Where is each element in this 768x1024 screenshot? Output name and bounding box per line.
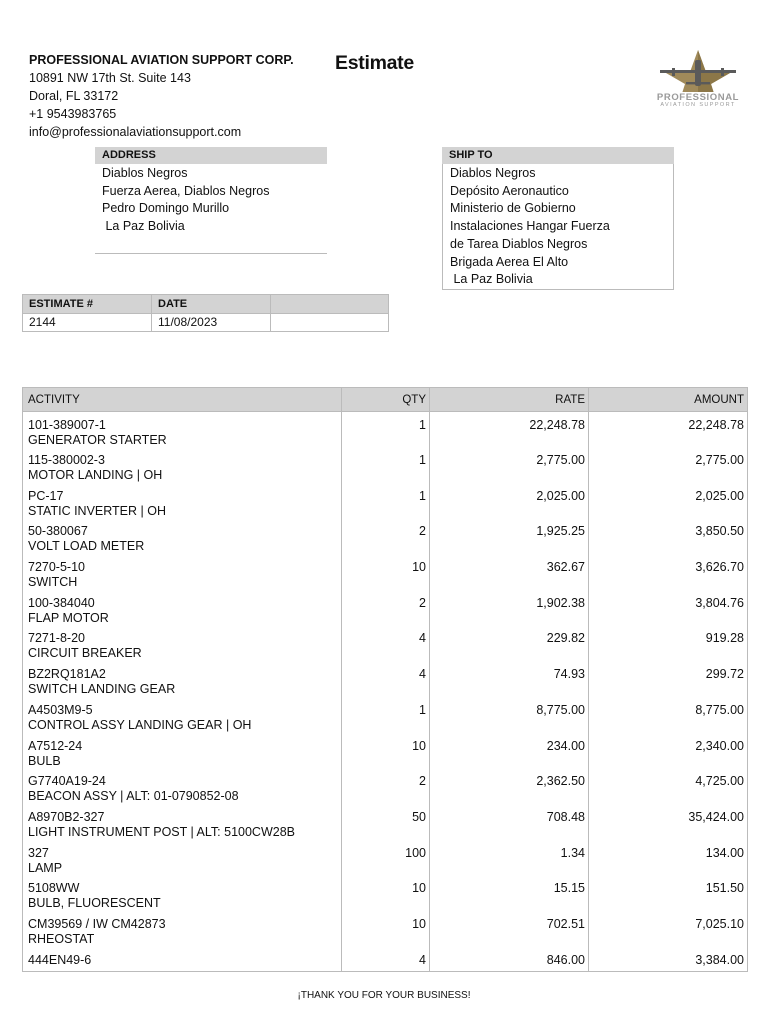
ship-to-line: La Paz Bolivia xyxy=(450,272,533,287)
amount-cell: 919.28 xyxy=(589,626,748,662)
estimate-number: 2144 xyxy=(23,313,152,332)
table-row xyxy=(23,484,748,520)
amount-cell: 2,775.00 xyxy=(589,448,748,484)
ship-to-line: Instalaciones Hangar Fuerza xyxy=(450,219,610,234)
column-header-amount: AMOUNT xyxy=(589,388,748,412)
rate-cell: 2,775.00 xyxy=(430,448,589,484)
amount-cell: 3,384.00 xyxy=(589,948,748,972)
ship-to-line: Depósito Aeronautico xyxy=(450,183,569,198)
item-description: BEACON ASSY | ALT: 01-0790852-08 xyxy=(28,789,239,804)
activity-cell xyxy=(23,769,342,805)
logo-text-primary: PROFESSIONAL xyxy=(656,92,740,103)
empty-cell xyxy=(271,313,389,332)
rate-cell: 702.51 xyxy=(430,912,589,948)
activity-cell xyxy=(23,912,342,948)
amount-cell: 3,626.70 xyxy=(589,555,748,591)
item-description: SWITCH LANDING GEAR xyxy=(28,682,176,697)
rate-cell: 8,775.00 xyxy=(430,698,589,734)
activity-cell xyxy=(23,805,342,841)
amount-cell: 8,775.00 xyxy=(589,698,748,734)
ship-to-line: Diablos Negros xyxy=(450,166,536,180)
table-row xyxy=(23,912,748,948)
part-number: 444EN49-6 xyxy=(28,952,92,967)
table-row xyxy=(23,948,748,972)
amount-cell: 3,804.76 xyxy=(589,591,748,627)
qty-cell: 1 xyxy=(342,448,430,484)
table-row xyxy=(23,841,748,877)
table-row xyxy=(23,769,748,805)
company-address-line1: 10891 NW 17th St. Suite 143 xyxy=(29,71,191,85)
qty-cell: 10 xyxy=(342,555,430,591)
item-description: VOLT LOAD METER xyxy=(28,539,145,554)
ship-to-header: SHIP TO xyxy=(442,147,674,164)
part-number: 7271-8-20 xyxy=(28,631,85,646)
part-number: 7270-5-10 xyxy=(28,560,85,575)
qty-cell: 2 xyxy=(342,769,430,805)
amount-cell: 3,850.50 xyxy=(589,519,748,555)
activity-cell xyxy=(23,484,342,520)
column-header-qty: QTY xyxy=(342,388,430,412)
table-row xyxy=(23,626,748,662)
qty-cell: 10 xyxy=(342,912,430,948)
item-description: BULB xyxy=(28,753,61,768)
rate-cell: 1,902.38 xyxy=(430,591,589,627)
part-number: G7740A19-24 xyxy=(28,774,106,789)
company-email: info@professionalaviationsupport.com xyxy=(29,125,242,139)
address-line: Pedro Domingo Murillo xyxy=(102,201,230,216)
item-description: STATIC INVERTER | OH xyxy=(28,503,166,518)
column-header-activity: ACTIVITY xyxy=(23,388,342,412)
qty-cell: 1 xyxy=(342,484,430,520)
table-row xyxy=(23,448,748,484)
qty-cell: 1 xyxy=(342,698,430,734)
table-row xyxy=(23,734,748,770)
activity-cell xyxy=(23,662,342,698)
ship-to-line: Ministerio de Gobierno xyxy=(450,201,576,216)
estimate-number-label: ESTIMATE # xyxy=(23,295,152,314)
qty-cell: 50 xyxy=(342,805,430,841)
amount-cell: 299.72 xyxy=(589,662,748,698)
document-title: Estimate xyxy=(335,52,414,74)
activity-cell xyxy=(23,412,342,449)
table-row xyxy=(23,555,748,591)
activity-cell xyxy=(23,626,342,662)
rate-cell: 15.15 xyxy=(430,876,589,912)
amount-cell: 2,340.00 xyxy=(589,734,748,770)
qty-cell: 2 xyxy=(342,519,430,555)
address-line: Fuerza Aerea, Diablos Negros xyxy=(102,183,270,198)
rate-cell: 1,925.25 xyxy=(430,519,589,555)
part-number: 50-380067 xyxy=(28,524,88,539)
qty-cell: 10 xyxy=(342,876,430,912)
company-phone: +1 9543983765 xyxy=(29,107,117,121)
activity-cell xyxy=(23,448,342,484)
item-description: LIGHT INSTRUMENT POST | ALT: 5100CW28B xyxy=(28,824,295,839)
rate-cell: 229.82 xyxy=(430,626,589,662)
estimate-date: 11/08/2023 xyxy=(152,313,271,332)
activity-cell xyxy=(23,555,342,591)
table-row xyxy=(23,698,748,734)
activity-cell xyxy=(23,948,342,972)
line-items-header xyxy=(23,388,748,412)
item-description: CONTROL ASSY LANDING GEAR | OH xyxy=(28,717,252,732)
amount-cell: 22,248.78 xyxy=(589,412,748,449)
item-description: MOTOR LANDING | OH xyxy=(28,468,163,482)
rate-cell: 1.34 xyxy=(430,841,589,877)
rate-cell: 362.67 xyxy=(430,555,589,591)
ship-to-line: de Tarea Diablos Negros xyxy=(450,236,588,251)
activity-cell xyxy=(23,519,342,555)
part-number: 115-380002-3 xyxy=(28,453,105,467)
part-number: 327 xyxy=(28,845,49,860)
qty-cell: 10 xyxy=(342,734,430,770)
qty-cell: 4 xyxy=(342,626,430,662)
item-description: LAMP xyxy=(28,860,63,875)
part-number: A4503M9-5 xyxy=(28,702,93,717)
table-row xyxy=(23,805,748,841)
address-box xyxy=(95,147,327,254)
ship-to-box xyxy=(442,147,674,290)
table-row xyxy=(23,412,748,449)
column-header-rate: RATE xyxy=(430,388,589,412)
rate-cell: 708.48 xyxy=(430,805,589,841)
company-logo xyxy=(646,46,750,112)
table-row xyxy=(23,876,748,912)
qty-cell: 1 xyxy=(342,412,430,449)
address-body xyxy=(95,164,327,236)
company-address-line2: Doral, FL 33172 xyxy=(29,89,119,103)
address-line: Diablos Negros xyxy=(102,166,188,180)
qty-cell: 4 xyxy=(342,948,430,972)
amount-cell: 151.50 xyxy=(589,876,748,912)
thank-you-note: ¡THANK YOU FOR YOUR BUSINESS! xyxy=(297,990,471,1001)
company-name: PROFESSIONAL AVIATION SUPPORT CORP. xyxy=(29,53,294,67)
item-description: SWITCH xyxy=(28,575,78,590)
amount-cell: 2,025.00 xyxy=(589,484,748,520)
item-description: GENERATOR STARTER xyxy=(28,433,167,447)
part-number: BZ2RQ181A2 xyxy=(28,667,106,682)
address-line: La Paz Bolivia xyxy=(102,219,185,234)
amount-cell: 4,725.00 xyxy=(589,769,748,805)
empty-header-cell xyxy=(271,295,389,314)
part-number: A8970B2-327 xyxy=(28,809,105,824)
activity-cell xyxy=(23,734,342,770)
part-number: 100-384040 xyxy=(28,595,95,610)
star-plane-logo-icon xyxy=(646,46,750,92)
activity-cell xyxy=(23,591,342,627)
table-row xyxy=(23,662,748,698)
rate-cell: 846.00 xyxy=(430,948,589,972)
qty-cell: 4 xyxy=(342,662,430,698)
part-number: CM39569 / IW CM42873 xyxy=(28,916,166,931)
part-number: PC-17 xyxy=(28,488,64,503)
rate-cell: 2,025.00 xyxy=(430,484,589,520)
activity-cell xyxy=(23,876,342,912)
amount-cell: 35,424.00 xyxy=(589,805,748,841)
item-description: BULB, FLUORESCENT xyxy=(28,896,161,911)
rate-cell: 234.00 xyxy=(430,734,589,770)
company-info xyxy=(29,51,294,141)
item-description: FLAP MOTOR xyxy=(28,610,109,625)
line-items-table xyxy=(22,387,748,972)
rate-cell: 74.93 xyxy=(430,662,589,698)
ship-to-line: Brigada Aerea El Alto xyxy=(450,254,569,269)
amount-cell: 7,025.10 xyxy=(589,912,748,948)
item-description: RHEOSTAT xyxy=(28,931,95,946)
table-row xyxy=(23,591,748,627)
part-number: A7512-24 xyxy=(28,738,83,753)
activity-cell xyxy=(23,841,342,877)
part-number: 101-389007-1 xyxy=(28,418,106,432)
amount-cell: 134.00 xyxy=(589,841,748,877)
qty-cell: 100 xyxy=(342,841,430,877)
table-row xyxy=(23,519,748,555)
logo-text-secondary: AVIATION SUPPORT xyxy=(660,102,736,108)
address-header: ADDRESS xyxy=(95,147,327,164)
estimate-info-table xyxy=(22,294,389,332)
date-label: DATE xyxy=(152,295,271,314)
rate-cell: 2,362.50 xyxy=(430,769,589,805)
qty-cell: 2 xyxy=(342,591,430,627)
rate-cell: 22,248.78 xyxy=(430,412,589,449)
part-number: 5108WW xyxy=(28,881,80,896)
ship-to-body xyxy=(443,164,673,289)
activity-cell xyxy=(23,698,342,734)
item-description: CIRCUIT BREAKER xyxy=(28,646,142,661)
